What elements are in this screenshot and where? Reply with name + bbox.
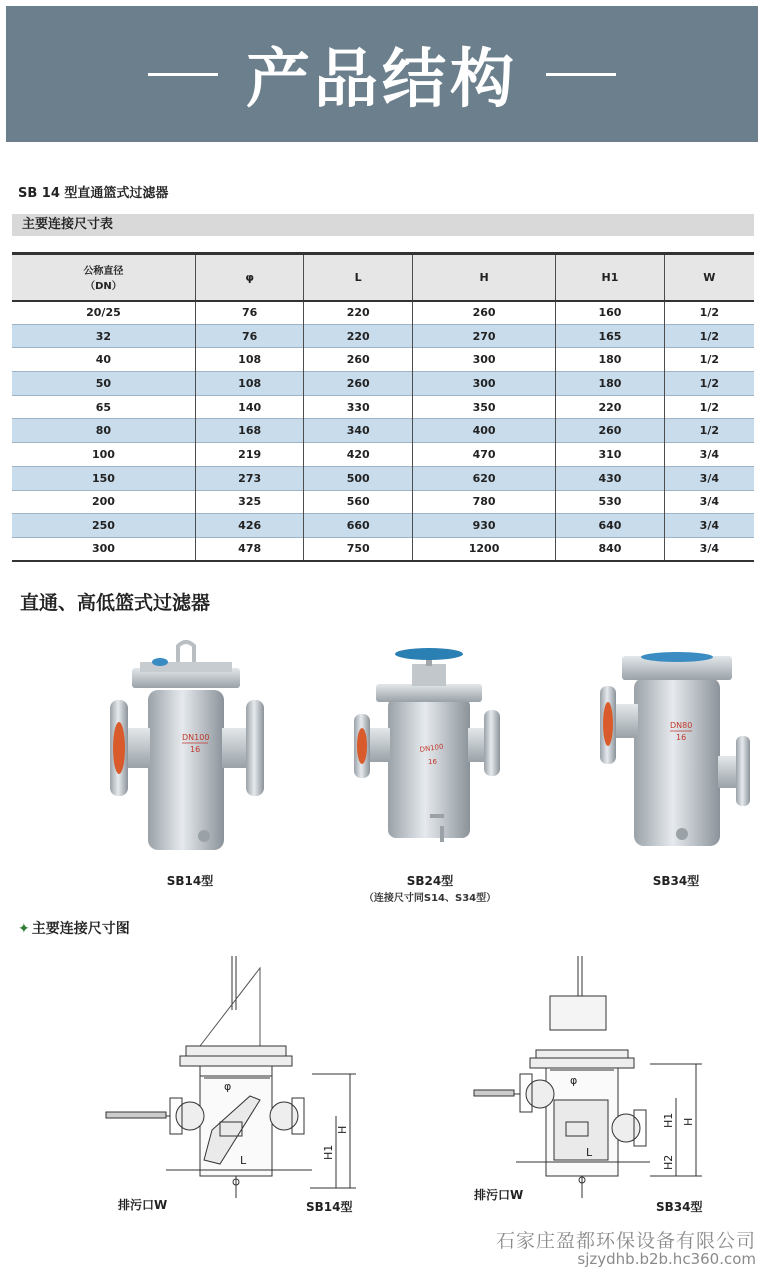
table-cell: 1/2	[664, 348, 754, 372]
table-cell: 560	[304, 490, 413, 514]
sb24-subcaption: （连接尺寸同S14、S34型）	[363, 893, 497, 904]
table-cell: 20/25	[86, 306, 121, 320]
table-cell: 300	[412, 372, 555, 396]
table-cell: 40	[95, 353, 112, 367]
table-cell: 76	[195, 301, 304, 325]
table-cell: 273	[195, 466, 304, 490]
sb14-nameplate: DN100	[182, 733, 210, 742]
table-cell: 1/2	[664, 372, 754, 396]
product-title: SB 14 型直通篮式过滤器	[18, 186, 169, 201]
table-cell: 340	[304, 419, 413, 443]
sb14-phi-label: φ	[224, 1080, 232, 1093]
table-row	[12, 443, 754, 467]
sb34-nameplate: DN80	[670, 721, 693, 730]
banner-left-dash	[148, 73, 218, 76]
table-cell: 108	[195, 372, 304, 396]
table-row	[12, 348, 754, 372]
sb14-H-label: H	[336, 1125, 349, 1134]
table-cell: 330	[304, 395, 413, 419]
table-cell: 270	[412, 324, 555, 348]
table-cell: 180	[556, 372, 665, 396]
table-cell: 100	[91, 447, 115, 461]
table-cell: 3/4	[664, 537, 754, 561]
table-header-cell: L	[304, 254, 413, 301]
table-cell: 220	[304, 301, 413, 325]
table-cell: 420	[304, 443, 413, 467]
table-body	[12, 301, 754, 562]
sb14-drawing-label: SB14型	[306, 1200, 353, 1214]
table-cell: 350	[412, 395, 555, 419]
table-cell: 660	[304, 514, 413, 538]
table-header-cell: H1	[556, 254, 665, 301]
table-cell: 530	[556, 490, 665, 514]
table-cell: 300	[91, 542, 115, 556]
table-cell: 1/2	[664, 395, 754, 419]
table-header-cell: 公称直径 （DN）	[83, 266, 124, 293]
sb24-nameplate-pressure: 16	[428, 758, 437, 766]
table-cell: 80	[95, 424, 112, 438]
sb24-photo	[350, 646, 510, 856]
sb34-H1-label: H1	[662, 1112, 675, 1128]
star-icon: ✦	[18, 921, 30, 937]
sb14-photo	[100, 640, 280, 860]
table-cell: 108	[195, 348, 304, 372]
table-row	[12, 466, 754, 490]
table-row	[12, 372, 754, 396]
table-row	[12, 395, 754, 419]
banner-right-dash	[546, 73, 616, 76]
table-cell: 325	[195, 490, 304, 514]
table-header-cell: W	[664, 254, 754, 301]
table-cell: 260	[304, 348, 413, 372]
watermark-company: 石家庄盈都环保设备有限公司	[495, 1230, 756, 1252]
sb34-phi-label: φ	[570, 1074, 578, 1087]
sb24-caption: SB24型	[406, 874, 454, 888]
table-cell: 140	[195, 395, 304, 419]
table-cell: 470	[412, 443, 555, 467]
table-cell: 400	[412, 419, 555, 443]
table-cell: 3/4	[664, 443, 754, 467]
table-cell: 478	[195, 537, 304, 561]
sb34-drawing-label: SB34型	[656, 1200, 703, 1214]
banner-title: 产品结构	[246, 43, 518, 117]
table-cell: 3/4	[664, 466, 754, 490]
table-cell: 310	[556, 443, 665, 467]
sb34-caption: SB34型	[652, 874, 700, 888]
table-cell: 32	[95, 329, 112, 343]
table-cell: 65	[95, 400, 112, 414]
section3-text: 主要连接尺寸图	[31, 921, 130, 937]
table-cell: 300	[412, 348, 555, 372]
table-cell: 160	[556, 301, 665, 325]
table-row	[12, 537, 754, 561]
table-cell: 3/4	[664, 490, 754, 514]
table-cell: 840	[556, 537, 665, 561]
table-row	[12, 301, 754, 325]
table-cell: 930	[412, 514, 555, 538]
table-cell: 640	[556, 514, 665, 538]
table-cell: 168	[195, 419, 304, 443]
sb34-photo	[596, 644, 756, 854]
table-cell: 260	[412, 301, 555, 325]
sb14-drawing	[100, 950, 370, 1200]
table-cell: 620	[412, 466, 555, 490]
table-header-cell: φ	[195, 254, 304, 301]
table-cell: 220	[304, 324, 413, 348]
table-cell: 1/2	[664, 324, 754, 348]
table-row	[12, 490, 754, 514]
table-cell: 750	[304, 537, 413, 561]
table-cell: 260	[556, 419, 665, 443]
table-header-row	[12, 254, 754, 301]
table-cell: 150	[91, 471, 115, 485]
section-title-basket-filters: 直通、高低篮式过滤器	[20, 592, 211, 614]
table-cell: 780	[412, 490, 555, 514]
table-cell: 219	[195, 443, 304, 467]
watermark-url: sjzydhb.b2b.hc360.com	[577, 1250, 756, 1268]
sb34-H-label: H	[682, 1117, 695, 1126]
dimension-table	[12, 252, 754, 562]
table-cell: 250	[91, 519, 115, 533]
sb34-L-label: L	[586, 1146, 593, 1159]
table-cell: 426	[195, 514, 304, 538]
sb14-nameplate-pressure: 16	[190, 745, 201, 754]
table-cell: 500	[304, 466, 413, 490]
sb34-drawing	[470, 950, 740, 1200]
sb14-drain-label: 排污口W	[118, 1198, 168, 1212]
table-cell: 180	[556, 348, 665, 372]
table-cell: 165	[556, 324, 665, 348]
table-row	[12, 324, 754, 348]
header-banner	[6, 6, 758, 142]
table-cell: 260	[304, 372, 413, 396]
sb34-drain-label: 排污口W	[474, 1188, 524, 1202]
sb14-L-label: L	[240, 1154, 247, 1167]
table-caption: 主要连接尺寸表	[12, 214, 754, 236]
sb14-caption: SB14型	[166, 874, 214, 888]
sb34-nameplate-pressure: 16	[676, 733, 687, 742]
sb34-H2-label: H2	[662, 1154, 675, 1170]
table-cell: 1200	[412, 537, 555, 561]
table-row	[12, 514, 754, 538]
table-cell: 1/2	[664, 419, 754, 443]
table-cell: 50	[95, 376, 112, 390]
table-cell: 3/4	[664, 514, 754, 538]
table-cell: 220	[556, 395, 665, 419]
table-cell: 1/2	[664, 301, 754, 325]
table-cell: 76	[195, 324, 304, 348]
sb24-nameplate: DN100	[419, 742, 445, 754]
table-cell: 200	[91, 495, 115, 509]
section-title-dimension-drawing	[18, 918, 130, 938]
sb14-H1-label: H1	[322, 1144, 335, 1160]
table-row	[12, 419, 754, 443]
table-header-cell: H	[412, 254, 555, 301]
table-cell: 430	[556, 466, 665, 490]
